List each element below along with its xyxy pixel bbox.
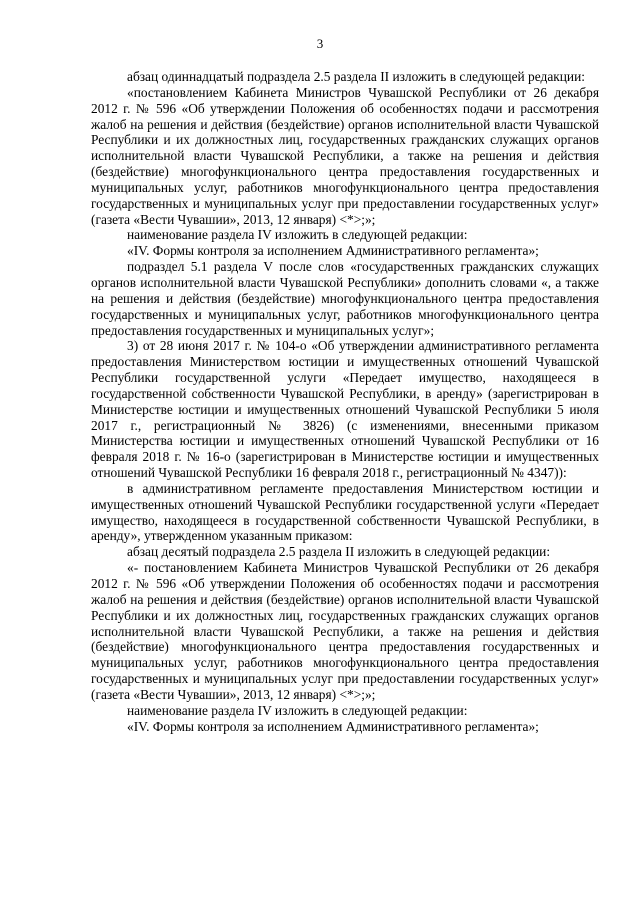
page-number: 3 bbox=[316, 36, 324, 51]
paragraph: наименование раздела IV изложить в следующей редакции: bbox=[127, 702, 468, 718]
paragraph: «- постановлением Кабинета Министров Чувашской Республики от 26 декабря 2012 г. № 596 «Об утверждении Положения об особенностях подачи и рассмотрения жалоб на решения и действия (бездействие) органов исполнительной власти Чувашской Республики и их должностных лиц, государственных гражданских служащих органов исполнительной власти Чувашской Республики, а также на решения и действия (бездействие) многофункционального центра предоставления государственных и муниципальных услуг, работников многофункционального центра предоставления государственных и муниципальных услуг при предоставлении государственных услуг» (газета «Вести Чувашии», 2013, 12 января) <*>;»; bbox=[91, 560, 599, 702]
paragraph: 3) от 28 июня 2017 г. № 104-о «Об утверждении административного регламента предоставления Министерством юстиции и имущественных отношений Чувашской Республики государственной услуги «Передает имущество, находящееся в государственной собственности Чувашской Республики, в аренду» (зарегистрирован в Министерстве юстиции и имущественных отношений Чувашской Республики 5 июля 2017 г., регистрационный № 3826) (с изменениями, внесенными приказом Министерства юстиции и имущественных отношений Чувашской Республики от 16 февраля 2018 г. № 16-о (зарегистрирован в Министерстве юстиции и имущественных отношений Чувашской Республики 16 февраля 2018 г., регистрационный № 4347)): bbox=[91, 338, 599, 481]
paragraph: в административном регламенте предоставления Министерством юстиции и имущественных отношений Чувашской Республики государственной услуги «Передает имущество, находящееся в государственной собственности Чувашской Республики, в аренду», утвержденном указанным приказом: bbox=[91, 480, 599, 544]
paragraph: абзац десятый подраздела 2.5 раздела II изложить в следующей редакции: bbox=[127, 544, 551, 560]
paragraph: «IV. Формы контроля за исполнением Административного регламента»; bbox=[127, 718, 539, 734]
document-body bbox=[91, 69, 599, 734]
paragraph: подраздел 5.1 раздела V после слов «государственных гражданских служащих органов исполнительной власти Чувашской Республики» дополнить словами «, а также на решения и действия (бездействие) многофункционального центра предоставления государственных и муниципальных услуг, работников многофункционального центра предоставления государственных и муниципальных услуг»; bbox=[91, 259, 599, 338]
paragraph: «постановлением Кабинета Министров Чувашской Республики от 26 декабря 2012 г. № 596 «Об утверждении Положения об особенностях подачи и рассмотрения жалоб на решения и действия (бездействие) органов исполнительной власти Чувашской Республики и их должностных лиц, государственных гражданских служащих органов исполнительной власти Чувашской Республики, а также на решения и действия (бездействие) многофункционального центра предоставления государственных и муниципальных услуг, работников многофункционального центра предоставления государственных и муниципальных услуг при предоставлении государственных услуг» (газета «Вести Чувашии», 2013, 12 января) <*>;»; bbox=[91, 84, 599, 227]
paragraph: «IV. Формы контроля за исполнением Административного регламента»; bbox=[127, 243, 539, 259]
paragraph: наименование раздела IV изложить в следующей редакции: bbox=[127, 227, 468, 243]
paragraph: абзац одиннадцатый подраздела 2.5 раздела II изложить в следующей редакции: bbox=[127, 69, 585, 84]
